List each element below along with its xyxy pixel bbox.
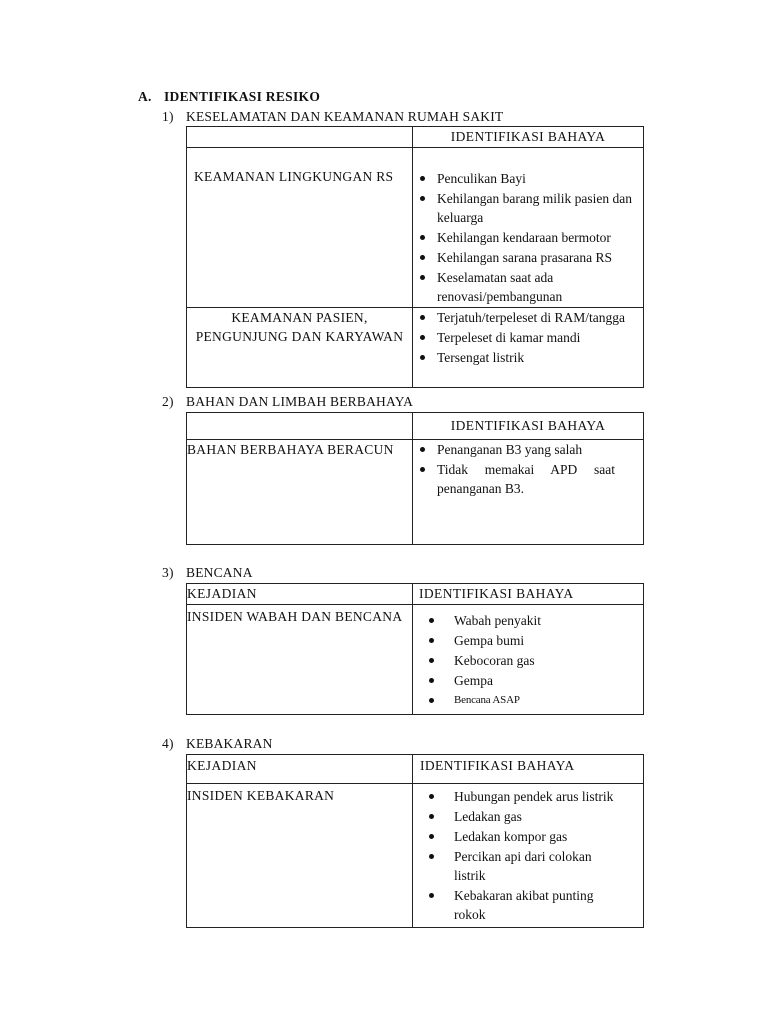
section-heading <box>138 87 320 106</box>
list-item: Kehilangan barang milik pasien dan keluarga <box>413 189 643 227</box>
table-row <box>187 148 644 308</box>
table-header-col2: IDENTIFIKASI BAHAYA <box>413 127 644 148</box>
row-label: KEAMANAN LINGKUNGAN RS <box>187 148 413 308</box>
subsection-title: BAHAN DAN LIMBAH BERBAHAYA <box>186 394 414 409</box>
subsection-3-heading <box>162 563 253 582</box>
list-item: Wabah penyakit <box>413 611 643 630</box>
subsection-number: 1) <box>162 109 174 124</box>
row-label: BAHAN BERBAHAYA BERACUN <box>187 440 413 545</box>
list-item: Gempa bumi <box>413 631 643 650</box>
list-item: Bencana ASAP <box>413 691 643 710</box>
row-label: KEAMANAN PASIEN, PENGUNJUNG DAN KARYAWAN <box>187 308 413 388</box>
subsection-title: BENCANA <box>186 565 253 580</box>
list-item: Kebocoran gas <box>413 651 643 670</box>
table-header-col2: IDENTIFIKASI BAHAYA <box>413 413 644 440</box>
list-item: Penanganan B3 yang salah <box>413 440 643 459</box>
bullet-list <box>413 787 643 924</box>
table-row <box>187 308 644 388</box>
list-item: Kehilangan kendaraan bermotor <box>413 228 643 247</box>
subsection-1-heading <box>162 107 503 126</box>
row-label: INSIDEN WABAH DAN BENCANA <box>187 605 413 715</box>
table-header-col1: KEJADIAN <box>187 584 413 605</box>
list-item: Ledakan kompor gas <box>413 827 643 846</box>
subsection-number: 4) <box>162 736 174 751</box>
list-item: Kebakaran akibat punting rokok <box>413 886 643 924</box>
bullet-list <box>413 440 643 498</box>
table-row <box>187 605 644 715</box>
table-row <box>187 784 644 928</box>
subsection-title: KEBAKARAN <box>186 736 273 751</box>
table-header-col1 <box>187 127 413 148</box>
section-title: IDENTIFIKASI RESIKO <box>164 89 321 104</box>
table-header-col2: IDENTIFIKASI BAHAYA <box>413 755 644 784</box>
list-item: Ledakan gas <box>413 807 643 826</box>
subsection-2-heading <box>162 392 413 411</box>
bullet-list <box>413 308 643 367</box>
list-item: Penculikan Bayi <box>413 169 643 188</box>
table-bencana <box>186 583 644 715</box>
list-item: Gempa <box>413 671 643 690</box>
subsection-title: KESELAMATAN DAN KEAMANAN RUMAH SAKIT <box>186 109 504 124</box>
table-header-col1: KEJADIAN <box>187 755 413 784</box>
table-bahan-berbahaya <box>186 412 644 545</box>
list-item: Tidak memakai APD saat penanganan B3. <box>413 460 643 498</box>
list-item: Kehilangan sarana prasarana RS <box>413 248 643 267</box>
section-label: A. <box>138 89 152 104</box>
list-item: Tersengat listrik <box>413 348 643 367</box>
list-item: Keselamatan saat ada renovasi/pembangunan <box>413 268 643 306</box>
subsection-4-heading <box>162 734 273 753</box>
bullet-list <box>413 169 643 306</box>
list-item: Percikan api dari colokan listrik <box>413 847 643 885</box>
list-item: Hubungan pendek arus listrik <box>413 787 643 806</box>
bullet-list <box>413 611 643 710</box>
table-keselamatan <box>186 126 644 388</box>
subsection-number: 3) <box>162 565 174 580</box>
list-item: Terpeleset di kamar mandi <box>413 328 643 347</box>
subsection-number: 2) <box>162 394 174 409</box>
table-header-col2: IDENTIFIKASI BAHAYA <box>413 584 644 605</box>
row-label: INSIDEN KEBAKARAN <box>187 784 413 928</box>
table-row <box>187 440 644 545</box>
table-header-col1 <box>187 413 413 440</box>
list-item: Terjatuh/terpeleset di RAM/tangga <box>413 308 643 327</box>
table-kebakaran <box>186 754 644 928</box>
